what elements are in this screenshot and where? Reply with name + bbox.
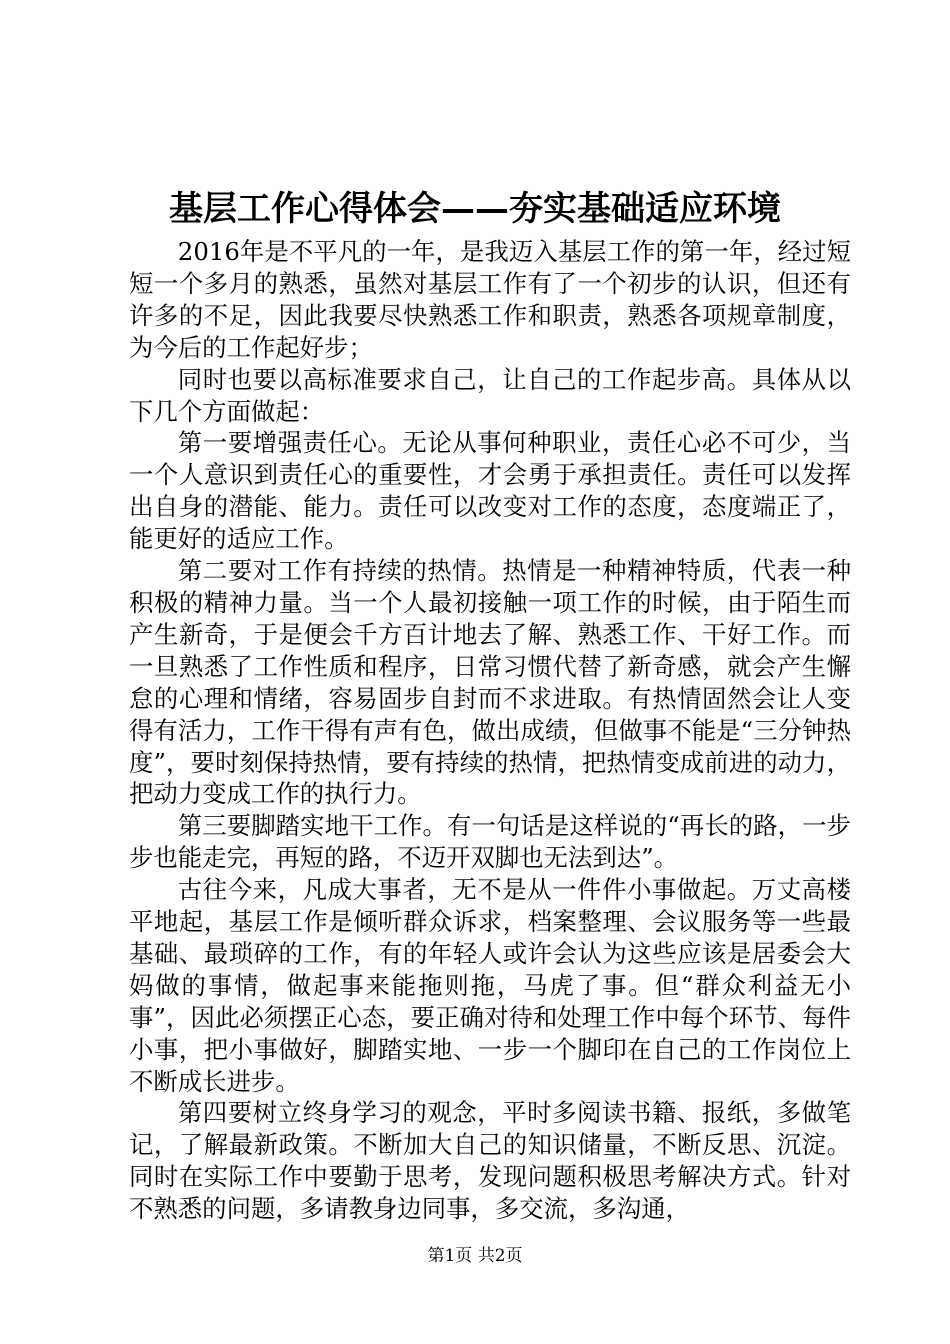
document-body bbox=[129, 236, 851, 1225]
paragraph: 第一要增强责任心。无论从事何种职业，责任心必不可少，当一个人意识到责任心的重要性，才会勇于承担责任。责任可以发挥出自身的潜能、能力。责任可以改变对工作的态度，态度端正了，能更好的适应工作。 bbox=[129, 428, 851, 554]
paragraph: 第三要脚踏实地干工作。有一句话是这样说的“再长的路，一步步也能走完，再短的路，不迈开双脚也无法到达”。 bbox=[129, 811, 851, 873]
paragraph: 古往今来，凡成大事者，无不是从一件件小事做起。万丈高楼平地起，基层工作是倾听群众诉求，档案整理、会议服务等一些最基础、最琐碎的工作，有的年轻人或许会认为这些应该是居委会大妈做的事情，做起事来能拖则拖，马虎了事。但“群众利益无小事”，因此必须摆正心态，要正确对待和处理工作中每个环节、每件小事，把小事做好，脚踏实地、一步一个脚印在自己的工作岗位上不断成长进步。 bbox=[129, 875, 851, 1096]
document-title: 基层工作心得体会——夯实基础适应环境 bbox=[169, 189, 781, 229]
page-footer: 第1页 共2页 bbox=[427, 1246, 523, 1266]
paragraph: 第四要树立终身学习的观念，平时多阅读书籍、报纸，多做笔记，了解最新政策。不断加大自己的知识储量，不断反思、沉淀。同时在实际工作中要勤于思考，发现问题积极思考解决方式。针对不熟悉的问题，多请教身边同事，多交流，多沟通， bbox=[129, 1098, 851, 1224]
paragraph: 同时也要以高标准要求自己，让自己的工作起步高。具体从以下几个方面做起： bbox=[129, 364, 851, 426]
paragraph: 2016年是不平凡的一年，是我迈入基层工作的第一年，经过短短一个多月的熟悉，虽然对基层工作有了一个初步的认识，但还有许多的不足，因此我要尽快熟悉工作和职责，熟悉各项规章制度，为今后的工作起好步； bbox=[129, 237, 851, 362]
paragraph: 第二要对工作有持续的热情。热情是一种精神特质，代表一种积极的精神力量。当一个人最初接触一项工作的时候，由于陌生而产生新奇，于是便会千方百计地去了解、熟悉工作、干好工作。而一旦熟悉了工作性质和程序，日常习惯代替了新奇感，就会产生懈怠的心理和情绪，容易固步自封而不求进取。有热情固然会让人变得有活力，工作干得有声有色，做出成绩，但做事不能是“三分钟热度”，要时刻保持热情，要有持续的热情，把热情变成前进的动力，把动力变成工作的执行力。 bbox=[129, 556, 851, 809]
